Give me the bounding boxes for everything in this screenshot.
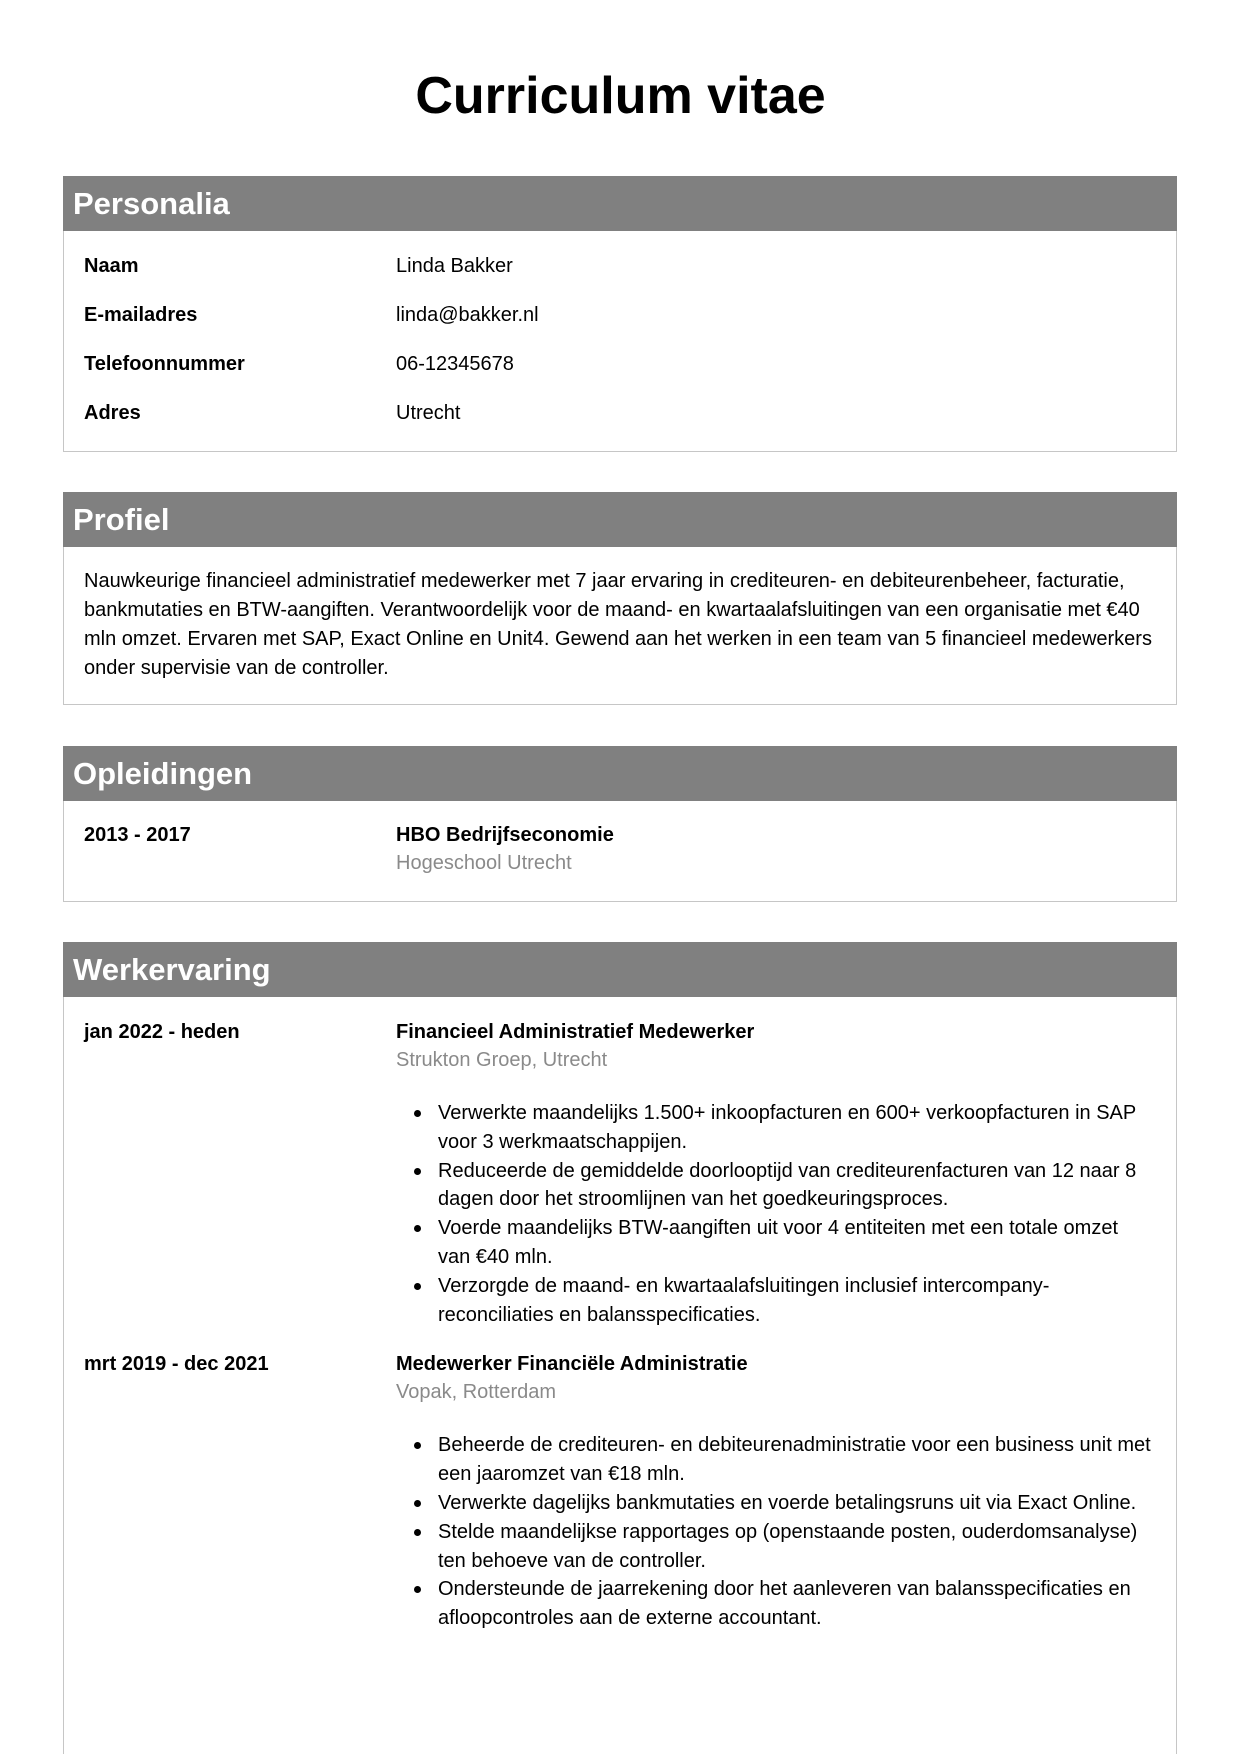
work-entry <box>64 1019 1176 1329</box>
work-company: Strukton Groep, Utrecht <box>396 1049 608 1071</box>
profiel-heading: Profiel <box>63 492 1177 547</box>
personalia-row-email <box>64 302 1176 351</box>
personalia-label: Telefoonnummer <box>84 353 245 375</box>
profiel-section <box>63 492 1177 705</box>
personalia-row-adres <box>64 400 1176 449</box>
work-bullet-list <box>396 1099 1152 1329</box>
work-company: Vopak, Rotterdam <box>396 1381 557 1404</box>
profile-summary: Nauwkeurige financieel administratief medewerker met 7 jaar ervaring in crediteuren- en debiteurenbeheer, facturatie, bankmutaties en BTW-aangiften. Verantwoordelijk voor de maand- en kwartaalafsluitingen van een organisatie met €40 mln omzet. Ervaren met SAP, Exact Online en Unit4. Gewend aan het werken in een team van 5 financieel medewerkers onder supervisie van de controller. <box>84 570 1152 679</box>
list-item: Voerde maandelijks BTW-aangiften uit voor 4 entiteiten met een totale omzet van €40 mln. <box>438 1214 1152 1272</box>
personalia-row-telefoon <box>64 351 1176 400</box>
opleidingen-heading: Opleidingen <box>63 746 1177 801</box>
list-item: Reduceerde de gemiddelde doorlooptijd van crediteurenfacturen van 12 naar 8 dagen door het stroomlijnen van het goedkeuringsproces. <box>438 1157 1152 1215</box>
list-item: Verwerkte dagelijks bankmutaties en voerde betalingsruns uit via Exact Online. <box>438 1489 1152 1518</box>
work-bullet-list <box>396 1431 1152 1633</box>
work-period: mrt 2019 - dec 2021 <box>84 1353 269 1376</box>
education-title: HBO Bedrijfseconomie <box>396 824 614 846</box>
personalia-row-naam <box>64 253 1176 302</box>
education-entry <box>64 822 1176 878</box>
personalia-section <box>63 176 1177 452</box>
personalia-label: E-mailadres <box>84 304 198 326</box>
work-period: jan 2022 - heden <box>84 1021 240 1043</box>
personalia-heading: Personalia <box>63 176 1177 231</box>
list-item: Beheerde de crediteuren- en debiteurenadministratie voor een business unit met een jaaromzet van €18 mln. <box>438 1431 1152 1489</box>
list-item: Verwerkte maandelijks 1.500+ inkoopfacturen en 600+ verkoopfacturen in SAP voor 3 werkmaatschappijen. <box>438 1099 1152 1157</box>
education-institution: Hogeschool Utrecht <box>396 852 572 874</box>
list-item: Stelde maandelijkse rapportages op (openstaande posten, ouderdomsanalyse) ten behoeve van de controller. <box>438 1518 1152 1576</box>
education-period: 2013 - 2017 <box>84 824 191 846</box>
work-title: Financieel Administratief Medewerker <box>396 1021 755 1043</box>
personalia-value: linda@bakker.nl <box>396 304 539 326</box>
document-title: Curriculum vitae <box>415 67 826 125</box>
werkervaring-heading: Werkervaring <box>63 942 1177 997</box>
werkervaring-section <box>63 942 1177 1754</box>
opleidingen-section <box>63 746 1177 902</box>
personalia-value: 06-12345678 <box>396 353 514 375</box>
work-title: Medewerker Financiële Administratie <box>396 1353 748 1376</box>
personalia-label: Adres <box>84 402 141 424</box>
personalia-value: Linda Bakker <box>396 255 513 277</box>
list-item: Ondersteunde de jaarrekening door het aanleveren van balansspecificaties en afloopcontroles aan de externe accountant. <box>438 1575 1152 1633</box>
personalia-label: Naam <box>84 255 139 277</box>
list-item: Verzorgde de maand- en kwartaalafsluitingen inclusief intercompany-reconciliaties en balansspecificaties. <box>438 1272 1152 1330</box>
personalia-value: Utrecht <box>396 402 461 424</box>
work-entry <box>64 1351 1176 1633</box>
